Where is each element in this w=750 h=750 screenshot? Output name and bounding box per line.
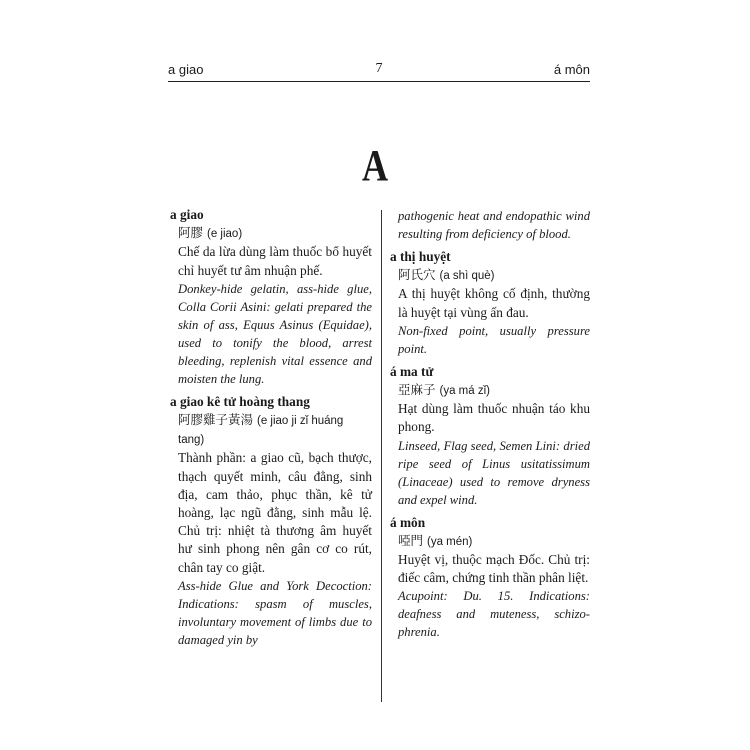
entry-hanzi: 阿膠: [178, 225, 204, 241]
entry-english-definition: pathogenic heat and endopathic wind resulting from deficiency of blood.: [398, 209, 590, 241]
entry-pinyin: (ya mén): [427, 535, 473, 548]
running-header: [168, 62, 590, 82]
entry-vietnamese-definition: Huyệt vị, thuộc mạch Đốc. Chủ trị: điếc câm, chứng tinh thần phân liệt.: [398, 552, 590, 586]
entry-pinyin: (e jiao ji zǐ huáng tang): [178, 415, 344, 447]
entry-hanzi: 啞門: [398, 532, 424, 548]
entry-english-definition: Donkey-hide gelatin, ass-hide glue, Colla Corii Asini: gelati prepared the skin of ass, Equus Asinus (Equidae), used to tonify the blood, arrest bleeding, replenish vital essence and moisten the lung.: [178, 281, 372, 386]
entry-pinyin: (a shì què): [439, 270, 495, 283]
section-letter: A: [361, 141, 389, 190]
entry-english-definition: Ass-hide Glue and York Decoction: Indications: spasm of muscles, involuntary movement of limbs due to damaged yin by: [178, 578, 372, 647]
dictionary-entry: [170, 393, 372, 649]
entry-chinese: [398, 532, 590, 551]
dictionary-entry: [390, 363, 590, 509]
entry-vietnamese-definition: A thị huyệt không cố định, thường là huyệt tại vùng ấn đau.: [398, 286, 590, 320]
header-left-guide-word: a giao: [168, 62, 204, 77]
entry-headword: á ma tử: [390, 363, 434, 379]
dictionary-entry: [390, 514, 590, 642]
entry-english-definition: Non-fixed point, usually pressure point.: [398, 323, 590, 356]
entry-chinese: [398, 266, 590, 285]
dictionary-entry: [390, 248, 590, 358]
entry-pinyin: (e jiao): [207, 228, 243, 241]
entry-headword: a giao kê tử hoàng thang: [170, 393, 310, 409]
dictionary-entry: [170, 206, 372, 388]
column-divider: [381, 210, 382, 702]
entry-vietnamese-definition: Thành phần: a giao cũ, bạch thược, thạch quyết minh, câu đằng, sinh địa, cam thảo, phục thần, kê tử hoàng, lạc ngũ đằng, sinh mẫu lệ. Chủ trị: nhiệt tà thương âm huyết hư sinh phong nên gân cơ co rút, chân tay co giật.: [178, 450, 372, 575]
entry-pinyin: (ya má zǐ): [439, 385, 490, 398]
header-rule: [168, 81, 590, 82]
dictionary-entry-continued: [398, 207, 590, 243]
entry-headword: a thị huyệt: [390, 249, 451, 264]
entry-headword: á môn: [390, 514, 426, 530]
entry-vietnamese-definition: Chế da lừa dùng làm thuốc bổ huyết chỉ huyết tư âm nhuận phế.: [178, 244, 372, 278]
entry-english-definition: Linseed, Flag seed, Semen Lini: dried ripe seed of Linus usitatissimum (Linaceae) used to remove dryness and expel wind.: [398, 438, 590, 507]
right-column: [390, 207, 590, 646]
header-right-guide-word: á môn: [553, 62, 590, 77]
entry-hanzi: 亞麻子: [398, 382, 436, 398]
entry-hanzi: 阿膠雞子黃湯: [178, 412, 254, 428]
entry-chinese: [178, 224, 372, 243]
entry-vietnamese-definition: Hạt dùng làm thuốc nhuận táo khu phong.: [398, 401, 590, 435]
left-column: [170, 206, 372, 654]
page-number: 7: [375, 61, 383, 76]
entry-headword: a giao: [170, 207, 204, 222]
entry-chinese: [398, 381, 590, 400]
entry-hanzi: 阿氏穴: [398, 267, 436, 283]
entry-english-definition: Acupoint: Du. 15. Indications: deafness and muteness, schizo-phrenia.: [398, 589, 590, 640]
entry-chinese: [178, 411, 372, 449]
